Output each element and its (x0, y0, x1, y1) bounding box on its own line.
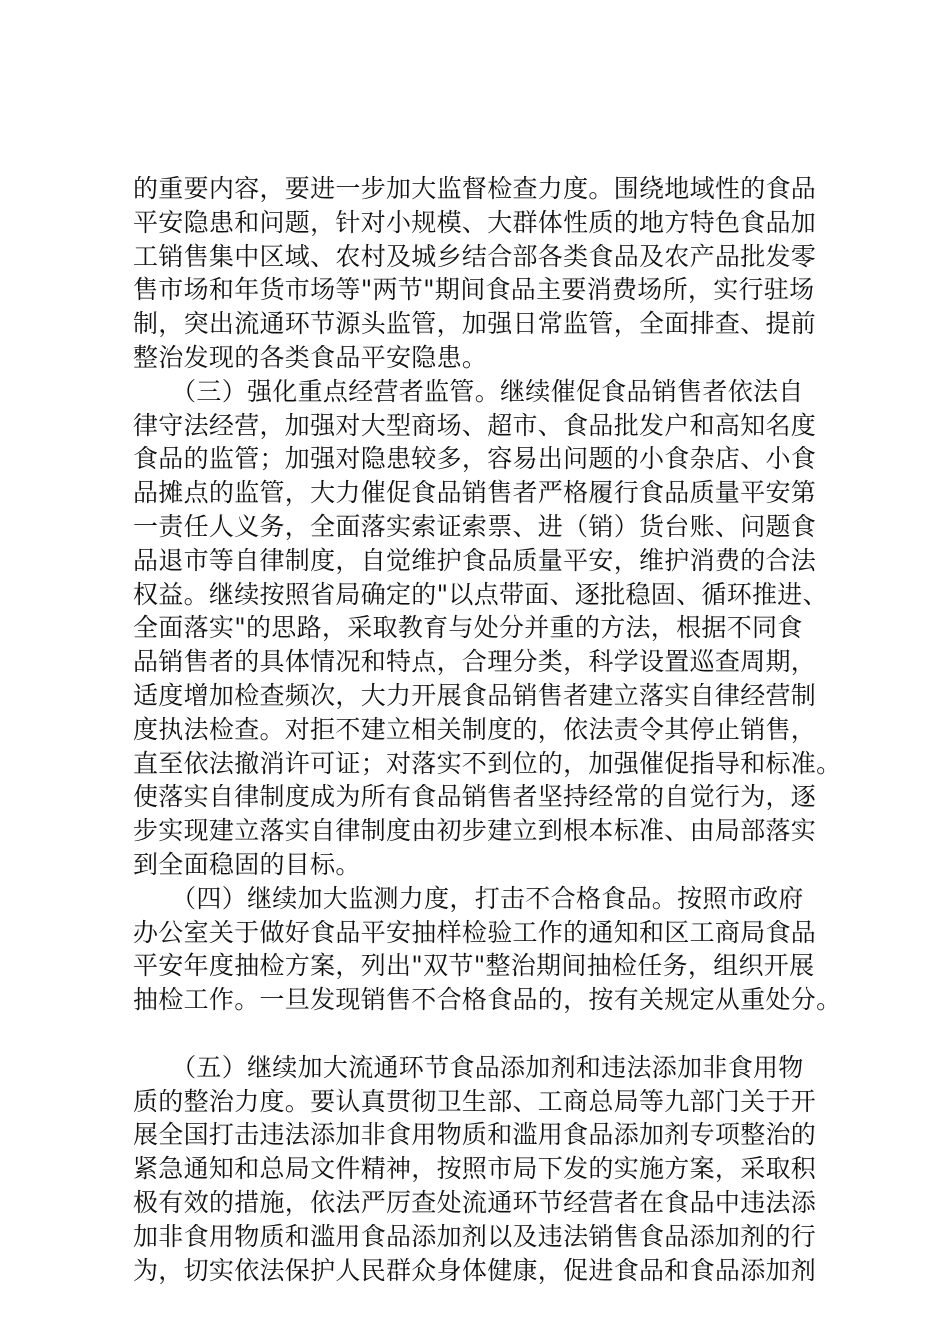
text-line: 办公室关于做好食品平安抽样检验工作的通知和区工商局食品 (133, 917, 817, 947)
text-line: 紧急通知和总局文件精神，按照市局下发的实施方案，采取积 (133, 1154, 817, 1184)
body-text (133, 172, 842, 1287)
text-line: 制，突出流通环节源头监管，加强日常监管，全面排查、提前 (133, 309, 817, 339)
text-line: 整治发现的各类食品平安隐患。 (133, 342, 488, 372)
text-line: 品销售者的具体情况和特点，合理分类，科学设置巡查周期， (133, 647, 817, 677)
text-line: 抽检工作。一旦发现销售不合格食品的，按有关规定从重处分。 (133, 985, 842, 1015)
text-line: 为，切实依法保护人民群众身体健康，促进食品和食品添加剂 (133, 1255, 817, 1285)
text-line: （五）继续加大流通环节食品添加剂和违法添加非食用物 (133, 1052, 804, 1082)
text-line: 一责任人义务，全面落实索证索票、进（销）货台账、问题食 (133, 511, 817, 541)
text-line: 平安隐患和问题，针对小规模、大群体性质的地方特色食品加 (133, 207, 817, 237)
text-line: 质的整治力度。要认真贯彻卫生部、工商总局等九部门关于开 (133, 1086, 817, 1116)
text-line: 展全国打击违法添加非食用物质和滥用食品添加剂专项整治的 (133, 1120, 817, 1150)
text-line: 直至依法撤消许可证；对落实不到位的，加强催促指导和标准。 (133, 748, 842, 778)
text-line: 售市场和年货市场等"两节"期间食品主要消费场所，实行驻场 (133, 275, 815, 305)
text-line: 律守法经营，加强对大型商场、超市、食品批发户和高知名度 (133, 410, 817, 440)
text-line: 平安年度抽检方案，列出"双节"整治期间抽检任务，组织开展 (133, 951, 815, 981)
text-line: 适度增加检查频次，大力开展食品销售者建立落实自律经营制 (133, 680, 817, 710)
text-line: 品摊点的监管，大力催促食品销售者严格履行食品质量平安第 (133, 478, 817, 508)
text-line: 品退市等自律制度，自觉维护食品质量平安，维护消费的合法 (133, 545, 817, 575)
text-line: 全面落实"的思路，采取教育与处分并重的方法，根据不同食 (133, 613, 803, 643)
text-line: 工销售集中区域、农村及城乡结合部各类食品及农产品批发零 (133, 241, 817, 271)
paragraph-spacer (133, 1017, 833, 1051)
text-line: 步实现建立落实自律制度由初步建立到根本标准、由局部落实 (133, 816, 817, 846)
text-line: 食品的监管；加强对隐患较多，容易出问题的小食杂店、小食 (133, 444, 817, 474)
text-line: （四）继续加大监测力度，打击不合格食品。按照市政府 (133, 883, 804, 913)
text-line: 极有效的措施，依法严厉查处流通环节经营者在食品中违法添 (133, 1187, 817, 1217)
text-line: 权益。继续按照省局确定的"以点带面、逐批稳固、循环推进、 (133, 579, 828, 609)
text-line: 加非食用物质和滥用食品添加剂以及违法销售食品添加剂的行 (133, 1221, 817, 1251)
text-line: 的重要内容，要进一步加大监督检查力度。围绕地域性的食品 (133, 174, 817, 203)
text-line: （三）强化重点经营者监管。继续催促食品销售者依法自 (133, 376, 804, 406)
text-line: 度执法检查。对拒不建立相关制度的，依法责令其停止销售， (133, 714, 817, 744)
text-line: 到全面稳固的目标。 (133, 849, 361, 879)
text-line: 使落实自律制度成为所有食品销售者坚持经常的自觉行为，逐 (133, 782, 817, 812)
